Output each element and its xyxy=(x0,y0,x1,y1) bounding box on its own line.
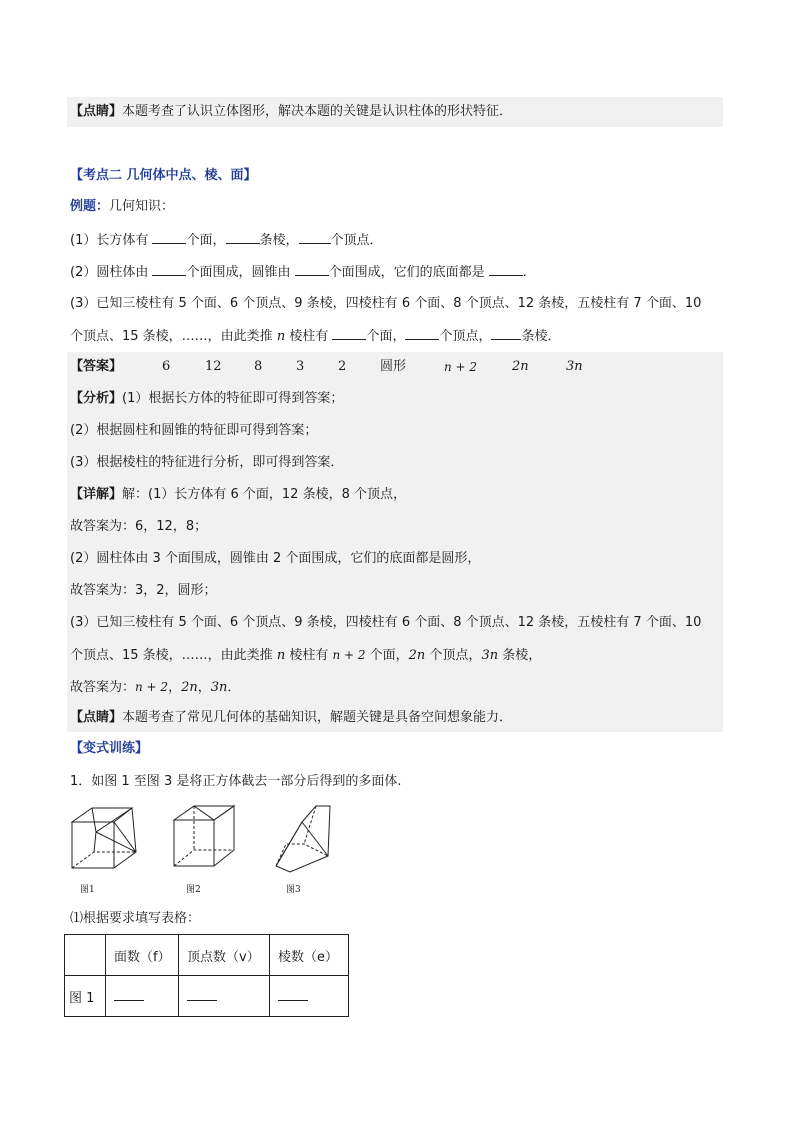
table-header-cell xyxy=(65,935,106,976)
answer-line xyxy=(70,356,670,378)
table-header-cell: 顶点数（v） xyxy=(179,935,270,976)
table-header-row xyxy=(65,935,349,976)
example-heading xyxy=(70,196,174,218)
table-cell xyxy=(106,976,179,1017)
section-title: 【考点二 几何体中点、棱、面】 xyxy=(70,168,257,183)
answer-value: 2n xyxy=(512,359,529,374)
tip-tag: 【点睛】 xyxy=(70,710,123,725)
answer-value: n + 2 xyxy=(444,360,478,374)
example-label: 例题： xyxy=(70,199,110,214)
answer-value: 3 xyxy=(296,359,305,374)
figure-caption: 图3 xyxy=(286,885,301,895)
detail-line-4: 故答案为：3，2，圆形； xyxy=(70,583,217,598)
analysis-line-1: 【分析】(1）根据长方体的特征即可得到答案； xyxy=(70,391,344,406)
blank xyxy=(114,988,144,1001)
table-header-cell: 棱数（e） xyxy=(270,935,349,976)
practice-title: 【变式训练】 xyxy=(70,741,149,756)
analysis-line-3: (3）根据棱柱的特征进行分析，即可得到答案． xyxy=(70,455,344,470)
practice-question-1: 1．如图 1 至图 3 是将正方体截去一部分后得到的多面体. xyxy=(70,774,402,789)
fill-table xyxy=(64,934,349,1017)
answer-value: 3n xyxy=(566,359,583,374)
detail-line-3: (2）圆柱体由 3 个面围成，圆锥由 2 个面围成，它们的底面都是圆形， xyxy=(70,551,481,566)
table-row xyxy=(65,976,349,1017)
figure-caption: 图1 xyxy=(80,885,95,895)
table-cell xyxy=(179,976,270,1017)
detail-line-1: 【详解】解：(1）长方体有 6 个面，12 条棱，8 个顶点， xyxy=(70,487,406,502)
cube-figures xyxy=(68,800,348,900)
blank xyxy=(226,229,260,244)
tip-line-2: 【点睛】本题考查了常见几何体的基础知识，解题关键是具备空间想象能力． xyxy=(70,710,513,725)
figure-caption: 图2 xyxy=(186,885,201,895)
blank xyxy=(278,988,308,1001)
answer-value: 6 xyxy=(162,359,171,374)
answer-tag: 【答案】 xyxy=(70,359,123,374)
question-1: (1）长方体有 个面， 条棱， 个顶点． xyxy=(70,229,383,252)
detail-tag: 【详解】 xyxy=(70,487,123,502)
table-row-label: 图 1 xyxy=(65,976,106,1017)
question-3-line-2: 个顶点、15 条棱，……，由此类推 n 棱柱有 个面， 个顶点， 条棱． xyxy=(70,325,561,348)
table-header-cell: 面数（f） xyxy=(106,935,179,976)
analysis-tag: 【分析】 xyxy=(70,391,123,406)
figures xyxy=(68,800,348,900)
detail-line-5: (3）已知三棱柱有 5 个面、6 个顶点、9 条棱，四棱柱有 6 个面、8 个顶点、12 条棱，五棱柱有 7 个面、10 xyxy=(70,615,702,630)
answer-value: 2 xyxy=(338,359,347,374)
table-cell xyxy=(270,976,349,1017)
example-title: 几何知识： xyxy=(109,199,175,214)
blank xyxy=(332,325,366,340)
figure-2 xyxy=(174,806,234,866)
blank xyxy=(152,229,186,244)
answer-value: 圆形 xyxy=(380,359,407,374)
tip-line-1 xyxy=(70,101,512,123)
detail-line-2: 故答案为：6，12，8； xyxy=(70,519,208,534)
blank xyxy=(405,325,439,340)
blank xyxy=(489,261,523,276)
tip-tag: 【点睛】 xyxy=(70,104,123,119)
blank xyxy=(491,325,521,340)
blank xyxy=(299,229,331,244)
figure-3 xyxy=(276,806,330,872)
answer-value: 12 xyxy=(205,359,222,374)
blank xyxy=(152,261,186,276)
answer-value: 8 xyxy=(254,359,263,374)
analysis-line-2: (2）根据圆柱和圆锥的特征即可得到答案； xyxy=(70,423,318,438)
blank xyxy=(295,261,329,276)
figure-1 xyxy=(72,808,136,868)
question-2: (2）圆柱体由 个面围成，圆锥由 个面围成，它们的底面都是 ． xyxy=(70,261,536,284)
detail-line-6: 个顶点、15 条棱，……，由此类推 n 棱柱有 n + 2 个面，2n 个顶点，3n 条棱， xyxy=(70,648,542,663)
detail-line-7: 故答案为：n + 2，2n，3n． xyxy=(70,680,241,695)
practice-sub-question-1: ⑴根据要求填写表格： xyxy=(70,911,201,926)
question-3-line-1: (3）已知三棱柱有 5 个面、6 个顶点、9 条棱，四棱柱有 6 个面、8 个顶点、12 条棱，五棱柱有 7 个面、10 xyxy=(70,296,702,311)
tip-text: 本题考查了认识立体图形，解决本题的关键是认识柱体的形状特征． xyxy=(122,104,513,119)
blank xyxy=(187,988,217,1001)
